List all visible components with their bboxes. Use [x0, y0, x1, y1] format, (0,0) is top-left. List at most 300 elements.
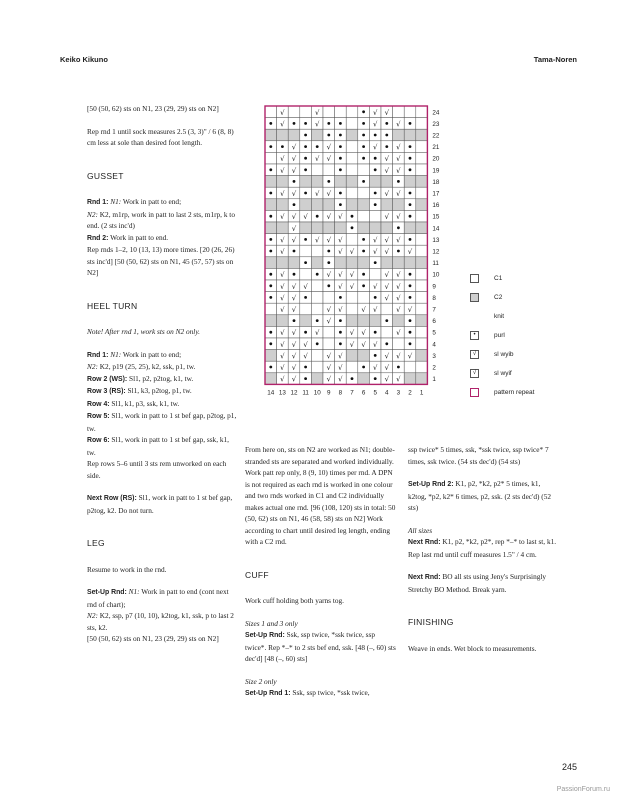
purl-icon	[316, 215, 319, 218]
purl-icon	[385, 145, 388, 148]
sl-wyif-icon: √	[396, 294, 401, 303]
sl-wyif-icon: √	[396, 375, 401, 384]
sl-wyif-icon: √	[372, 282, 378, 291]
instruction: Work in patt to end;	[121, 197, 182, 206]
purl-icon	[327, 134, 330, 137]
sl-wyif-icon: √	[396, 143, 401, 152]
purl-icon	[409, 331, 412, 334]
row-number: 13	[432, 236, 440, 244]
pattern-repeat-swatch	[470, 388, 479, 397]
sl-wyif-icon: √	[384, 166, 390, 175]
sl-wyif-icon: √	[372, 108, 378, 117]
purl-icon	[374, 203, 377, 206]
purl-icon	[269, 342, 272, 345]
size-label: Sizes 1 and 3 only	[245, 618, 298, 628]
chart-cell	[277, 315, 289, 327]
chart-cell	[358, 315, 370, 327]
needle-label: N1:	[128, 587, 140, 596]
instruction: Sl1, work in patt to 1 st bef gap, p2tog, k2. Do not turn.	[87, 493, 233, 515]
purl-icon	[409, 215, 412, 218]
chart-cell	[311, 361, 323, 373]
column-number: 7	[350, 389, 354, 397]
paragraph: [50 (50, 62) sts on N1, 23 (29, 29) sts on N2]	[87, 634, 219, 643]
sl-wyif-icon: √	[396, 352, 401, 361]
column-number: 8	[338, 389, 343, 397]
sl-wyif-icon: √	[396, 155, 401, 164]
purl-icon	[409, 157, 412, 160]
sl-wyif-icon: √	[291, 364, 297, 372]
purl-icon	[374, 296, 377, 299]
chart-cell	[311, 350, 323, 362]
row-label: Rnd 1:	[87, 199, 109, 206]
row-number: 22	[432, 132, 440, 140]
legend-label: pattern repeat	[494, 388, 535, 396]
purl-icon	[316, 145, 319, 148]
sl-wyif-icon: √	[372, 340, 378, 349]
chart-cell	[265, 222, 277, 234]
purl-icon	[316, 273, 319, 276]
purl-icon	[293, 250, 296, 253]
sl-wyif-icon: √	[291, 143, 297, 152]
column-number: 14	[267, 389, 275, 397]
sl-wyif-icon: √	[384, 352, 390, 361]
paragraph: Resume to work in the rnd.	[87, 564, 167, 574]
sl-wyif-icon: √	[314, 155, 320, 164]
sl-wyif-icon: √	[291, 294, 297, 303]
purl-icon	[362, 145, 365, 148]
needle-label: N1:	[110, 349, 122, 359]
section-title-leg: LEG	[87, 538, 105, 548]
sl-wyif-icon: √	[291, 375, 297, 384]
sl-wyif-icon: √	[291, 190, 297, 198]
chart-cell	[265, 350, 277, 362]
row-number: 4	[432, 341, 436, 349]
chart-cell	[346, 106, 358, 118]
chart-cell	[416, 338, 428, 350]
purl-icon	[339, 203, 342, 206]
legend-sl-wyib	[470, 349, 514, 359]
chart-cell	[346, 118, 358, 130]
chart-cell	[277, 257, 289, 269]
chart-cell	[288, 106, 300, 118]
chart-cell	[346, 292, 358, 304]
chart-cell	[416, 234, 428, 246]
sl-wyif-icon: √	[280, 306, 285, 314]
chart-cell	[404, 361, 416, 373]
row-number: 3	[432, 352, 436, 360]
column-number: 6	[361, 389, 366, 397]
purl-icon	[304, 157, 307, 160]
chart-cell	[323, 292, 335, 304]
sl-wyif-icon: √	[338, 352, 343, 361]
purl-icon	[269, 192, 272, 195]
sl-wyif-icon: √	[280, 352, 285, 361]
chart-cell	[416, 129, 428, 141]
sl-wyif-icon: √	[338, 213, 343, 222]
row-label: Rnd 1:	[87, 351, 109, 359]
purl-icon	[385, 342, 388, 345]
sl-wyif-icon: √	[407, 306, 413, 314]
paragraph: Rep rnds 1–2, 10 (13, 13) more times. [20 (26, 26) sts inc'd] [50 (50, 62) sts on N1, 45 (57, 57) sts on N2]	[87, 245, 235, 277]
sl-wyif-icon: √	[280, 120, 285, 129]
purl-icon	[409, 238, 412, 241]
chart-cell	[416, 292, 428, 304]
purl-icon	[269, 238, 272, 241]
purl-icon	[374, 261, 377, 264]
purl-icon	[362, 238, 365, 241]
column-1	[87, 103, 237, 645]
sl-wyif-icon: √	[384, 271, 390, 280]
chart-cell	[265, 303, 277, 315]
note-label: Note!	[87, 327, 104, 336]
purl-icon	[374, 354, 377, 357]
chart-cell	[416, 257, 428, 269]
sl-wyif-icon: √	[326, 352, 332, 361]
section-title-cuff: CUFF	[245, 569, 269, 580]
sl-wyif-icon: √	[338, 375, 343, 384]
row-number: 23	[432, 120, 440, 128]
instruction: Work in patt to end;	[121, 349, 182, 359]
purl-icon	[362, 110, 365, 113]
chart-cell	[346, 176, 358, 188]
column-3	[408, 444, 558, 665]
sl-wyif-icon: √	[349, 329, 355, 338]
purl-icon	[269, 273, 272, 276]
chart-cell	[358, 373, 370, 385]
chart-cell	[335, 222, 347, 234]
sl-wyif-icon: √	[384, 190, 390, 198]
chart-cell	[300, 303, 312, 315]
chart-cell	[346, 187, 358, 199]
chart-cell	[381, 326, 393, 338]
sl-wyif-icon: √	[280, 236, 285, 245]
chart-cell	[416, 152, 428, 164]
chart-cell	[311, 129, 323, 141]
purl-icon	[385, 319, 388, 322]
chart-cell	[335, 176, 347, 188]
needle-label: N2:	[87, 362, 98, 371]
sl-wyif-icon: √	[361, 329, 366, 338]
row-label: Row 3 (RS):	[87, 388, 126, 395]
needle-label: N2:	[87, 209, 98, 219]
purl-icon	[362, 180, 365, 183]
sl-wyif-icon: √	[338, 236, 343, 245]
watermark: PassionForum.ru	[556, 786, 610, 793]
purl-icon	[409, 296, 412, 299]
legend-c1	[470, 273, 503, 283]
row-label: Set-Up Rnd 1:	[245, 690, 291, 697]
purl-icon	[409, 145, 412, 148]
chart-cell	[346, 361, 358, 373]
purl-icon	[269, 331, 272, 334]
knit-swatch	[470, 312, 479, 321]
needle-label: N2:	[87, 611, 98, 620]
row-label: Next Rnd:	[408, 539, 441, 546]
legend-sl-wyif	[470, 368, 512, 378]
sl-wyif-icon: √	[361, 340, 366, 349]
needle-label: N1:	[110, 197, 122, 206]
legend-label: sl wyib	[494, 350, 514, 358]
chart-cell	[288, 257, 300, 269]
sl-wyif-icon: √	[326, 190, 332, 198]
chart-cell	[393, 338, 405, 350]
purl-icon	[293, 273, 296, 276]
purl-icon	[362, 122, 365, 125]
row-label: Next Rnd:	[408, 574, 441, 581]
chart-cell	[346, 141, 358, 153]
row-number: 5	[432, 329, 436, 337]
sl-wyif-icon: √	[349, 282, 355, 291]
chart-cell	[346, 164, 358, 176]
sl-wyif-icon: √	[396, 120, 401, 129]
purl-icon	[304, 261, 307, 264]
sl-wyif-icon: √	[326, 271, 332, 280]
sl-wyif-icon: √	[303, 213, 308, 222]
chart-cell	[404, 373, 416, 385]
sl-wyif-icon: √	[280, 213, 285, 222]
legend-purl	[470, 330, 505, 340]
sl-wyif-icon: √	[291, 340, 297, 349]
paragraph: Rep rnd 1 until sock measures 2.5 (3, 3)" / 6 (8, 8) cm less at sole than desired foot length.	[87, 126, 234, 147]
c2-swatch	[470, 293, 479, 302]
purl-icon	[339, 192, 342, 195]
chart-cell	[265, 257, 277, 269]
sl-wyif-icon: √	[326, 213, 332, 222]
sl-wyif-icon: √	[314, 329, 320, 338]
sl-wyib-icon: √	[470, 350, 479, 359]
chart-cell	[416, 187, 428, 199]
sl-wyif-icon: √	[291, 224, 297, 233]
purl-icon	[409, 192, 412, 195]
purl-icon	[351, 377, 354, 380]
legend-label: knit	[494, 312, 505, 320]
sl-wyif-icon: √	[361, 306, 366, 314]
row-number: 21	[432, 144, 440, 152]
chart-cell	[323, 338, 335, 350]
chart-cell	[300, 199, 312, 211]
purl-icon	[397, 180, 400, 183]
sl-wyif-icon: √	[384, 364, 390, 372]
row-number: 16	[432, 202, 440, 210]
legend-knit	[470, 311, 505, 321]
sl-wyif-icon: √	[349, 271, 355, 280]
chart-cell	[265, 152, 277, 164]
row-label: Rnd 2:	[87, 234, 109, 242]
paragraph: From here on, sts on N2 are worked as N1; double-stranded sts are separated and worked individually. Work patt rep only, 8 (9, 10) times per rnd. A DPN is not required as each rnd is worked in one colour and two rnds worked in C1 and C2 individually makes actual one rnd. [96 (108, 120) sts in total: 50 (50, 62) sts on N1, 46 (58, 58) sts on N2] Work according to chart until desired leg length, ending with a C2 rnd.	[245, 445, 396, 546]
instruction: K1, p2, *k2, p2* 5 times, k1, k2tog, *p2, k2* 6 times, p2, ssk. (2 sts dec'd) (52 sts)	[408, 479, 551, 512]
row-label: Set-Up Rnd 2:	[408, 481, 454, 488]
instruction: Sl1, work in patt to 1 st bef gap, ssk, k1, tw.	[87, 435, 229, 457]
purl-icon	[269, 366, 272, 369]
chart-cell	[346, 257, 358, 269]
column-number: 13	[278, 389, 286, 397]
sl-wyif-icon: √	[291, 352, 297, 361]
chart-cell	[300, 106, 312, 118]
chart-cell	[346, 234, 358, 246]
column-number: 10	[313, 389, 321, 397]
chart-cell	[300, 268, 312, 280]
purl-icon	[304, 366, 307, 369]
purl-icon	[362, 250, 365, 253]
purl-icon	[339, 157, 342, 160]
purl-icon	[269, 168, 272, 171]
chart-cell	[404, 257, 416, 269]
row-label: Row 4:	[87, 400, 110, 408]
chart-cell	[323, 222, 335, 234]
purl-icon	[409, 168, 412, 171]
purl-icon	[339, 319, 342, 322]
sl-wyif-icon: √	[372, 236, 378, 245]
chart-cell	[346, 152, 358, 164]
sl-wyif-icon: √	[280, 155, 285, 164]
chart-cell	[277, 222, 289, 234]
sl-wyif-icon: √	[291, 166, 297, 175]
row-number: 6	[432, 318, 436, 326]
sl-wyif-icon: √	[338, 306, 343, 314]
chart-cell	[323, 164, 335, 176]
sl-wyif-icon: √	[384, 282, 390, 291]
sl-wyif-icon: √	[291, 155, 297, 164]
chart-cell	[369, 210, 381, 222]
chart-cell	[288, 129, 300, 141]
legend-label: purl	[494, 331, 505, 339]
instruction: Work in patt to end (cont next rnd of chart);	[87, 587, 229, 609]
purl-icon	[397, 250, 400, 253]
chart-cell	[404, 176, 416, 188]
sl-wyif-icon: √	[338, 282, 343, 291]
purl-icon	[269, 296, 272, 299]
legend-label: C1	[494, 274, 503, 282]
sl-wyif-icon: √	[384, 375, 390, 384]
purl-icon	[351, 226, 354, 229]
legend-repeat	[470, 387, 535, 397]
purl-icon	[304, 296, 307, 299]
sl-wyif-icon: √	[326, 155, 332, 164]
row-number: 17	[432, 190, 440, 198]
author-header: Keiko Kikuno	[60, 55, 108, 64]
purl-icon	[304, 168, 307, 171]
row-label: Row 2 (WS):	[87, 375, 128, 383]
paragraph: ssp twice* 5 times, ssk, *ssk twice, ssp twice* 7 times, ssk twice. (54 sts dec'd) (54 sts)	[408, 445, 549, 466]
purl-icon	[304, 122, 307, 125]
chart-cell	[311, 176, 323, 188]
chart-cell	[369, 176, 381, 188]
chart-cell	[416, 176, 428, 188]
purl-icon	[293, 319, 296, 322]
chart-cell	[404, 106, 416, 118]
chart-cell	[277, 176, 289, 188]
sl-wyif-icon: √	[326, 317, 332, 326]
purl-icon	[269, 145, 272, 148]
sl-wyif-icon: √	[396, 190, 401, 198]
chart-cell	[300, 222, 312, 234]
chart-cell	[369, 268, 381, 280]
purl-icon	[327, 284, 330, 287]
chart-cell	[265, 129, 277, 141]
sl-wyif-icon: √	[326, 364, 332, 372]
sl-wyif-icon: √	[291, 213, 297, 222]
row-number: 14	[432, 225, 440, 233]
chart-cell	[300, 176, 312, 188]
instruction: K2, p19 (25, 25), k2, ssk, p1, tw.	[97, 362, 196, 371]
chart-cell	[311, 303, 323, 315]
sl-wyif-icon: √	[303, 282, 308, 291]
purl-icon	[327, 122, 330, 125]
chart-cell	[369, 222, 381, 234]
row-number: 8	[432, 294, 436, 302]
purl-icon	[409, 342, 412, 345]
sl-wyif-icon: √	[280, 294, 285, 303]
chart-cell	[416, 106, 428, 118]
instruction: K2, m1rp, work in patt to last 2 sts, m1rp, k to end. (2 sts inc'd)	[87, 209, 235, 230]
column-number: 1	[419, 389, 424, 397]
sl-wyif-icon: √	[280, 364, 285, 372]
purl-icon	[397, 366, 400, 369]
purl-icon	[409, 319, 412, 322]
purl-icon	[339, 296, 342, 299]
column-number: 2	[408, 389, 412, 397]
sl-wyif-icon: √	[326, 236, 332, 245]
purl-icon	[327, 261, 330, 264]
sl-wyif-icon: √	[396, 166, 401, 175]
knitting-chart	[262, 103, 472, 403]
instruction: Ssk, ssp twice, *ssk twice,	[290, 688, 370, 697]
sl-wyif-icon: √	[372, 248, 378, 256]
sl-wyif-icon: √	[396, 271, 401, 280]
chart-cell	[335, 257, 347, 269]
chart-cell	[381, 176, 393, 188]
chart-cell	[381, 257, 393, 269]
chart-cell	[311, 164, 323, 176]
purl-icon	[339, 331, 342, 334]
sl-wyif-icon: √	[280, 282, 285, 291]
sl-wyif-icon: √	[396, 329, 401, 338]
sl-wyif-icon: √	[470, 369, 479, 378]
sl-wyif-icon: √	[396, 236, 401, 245]
chart-cell	[416, 210, 428, 222]
chart-cell	[393, 106, 405, 118]
sl-wyif-icon: √	[338, 248, 343, 256]
chart-cell	[277, 199, 289, 211]
row-number: 24	[432, 109, 440, 117]
purl-icon	[351, 215, 354, 218]
instruction: Sl1, k1, p3, ssk, k1, tw.	[109, 398, 180, 408]
column-number: 4	[385, 389, 389, 397]
chart-cell	[381, 222, 393, 234]
row-number: 9	[432, 283, 436, 291]
sl-wyif-icon: √	[407, 352, 413, 361]
purl-icon	[374, 331, 377, 334]
purl-icon	[409, 203, 412, 206]
chart-cell	[358, 210, 370, 222]
row-number: 12	[432, 248, 440, 256]
chart-cell	[311, 245, 323, 257]
purl-icon	[269, 250, 272, 253]
chart-cell	[381, 199, 393, 211]
chart-cell	[323, 326, 335, 338]
sl-wyif-icon: √	[280, 340, 285, 349]
chart-cell	[358, 199, 370, 211]
purl-icon	[385, 122, 388, 125]
instruction: K2, ssp, p7 (10, 10), k2tog, k1, ssk, p to last 2 sts, k2.	[87, 611, 234, 632]
sl-wyif-icon: √	[396, 306, 401, 314]
paragraph: Rep last rnd until cuff measures 1.5" / 4 cm.	[408, 549, 537, 559]
purl-icon	[362, 134, 365, 137]
chart-cell	[416, 245, 428, 257]
purl-icon	[269, 215, 272, 218]
chart-cell	[346, 199, 358, 211]
sl-wyif-icon: √	[384, 294, 390, 303]
